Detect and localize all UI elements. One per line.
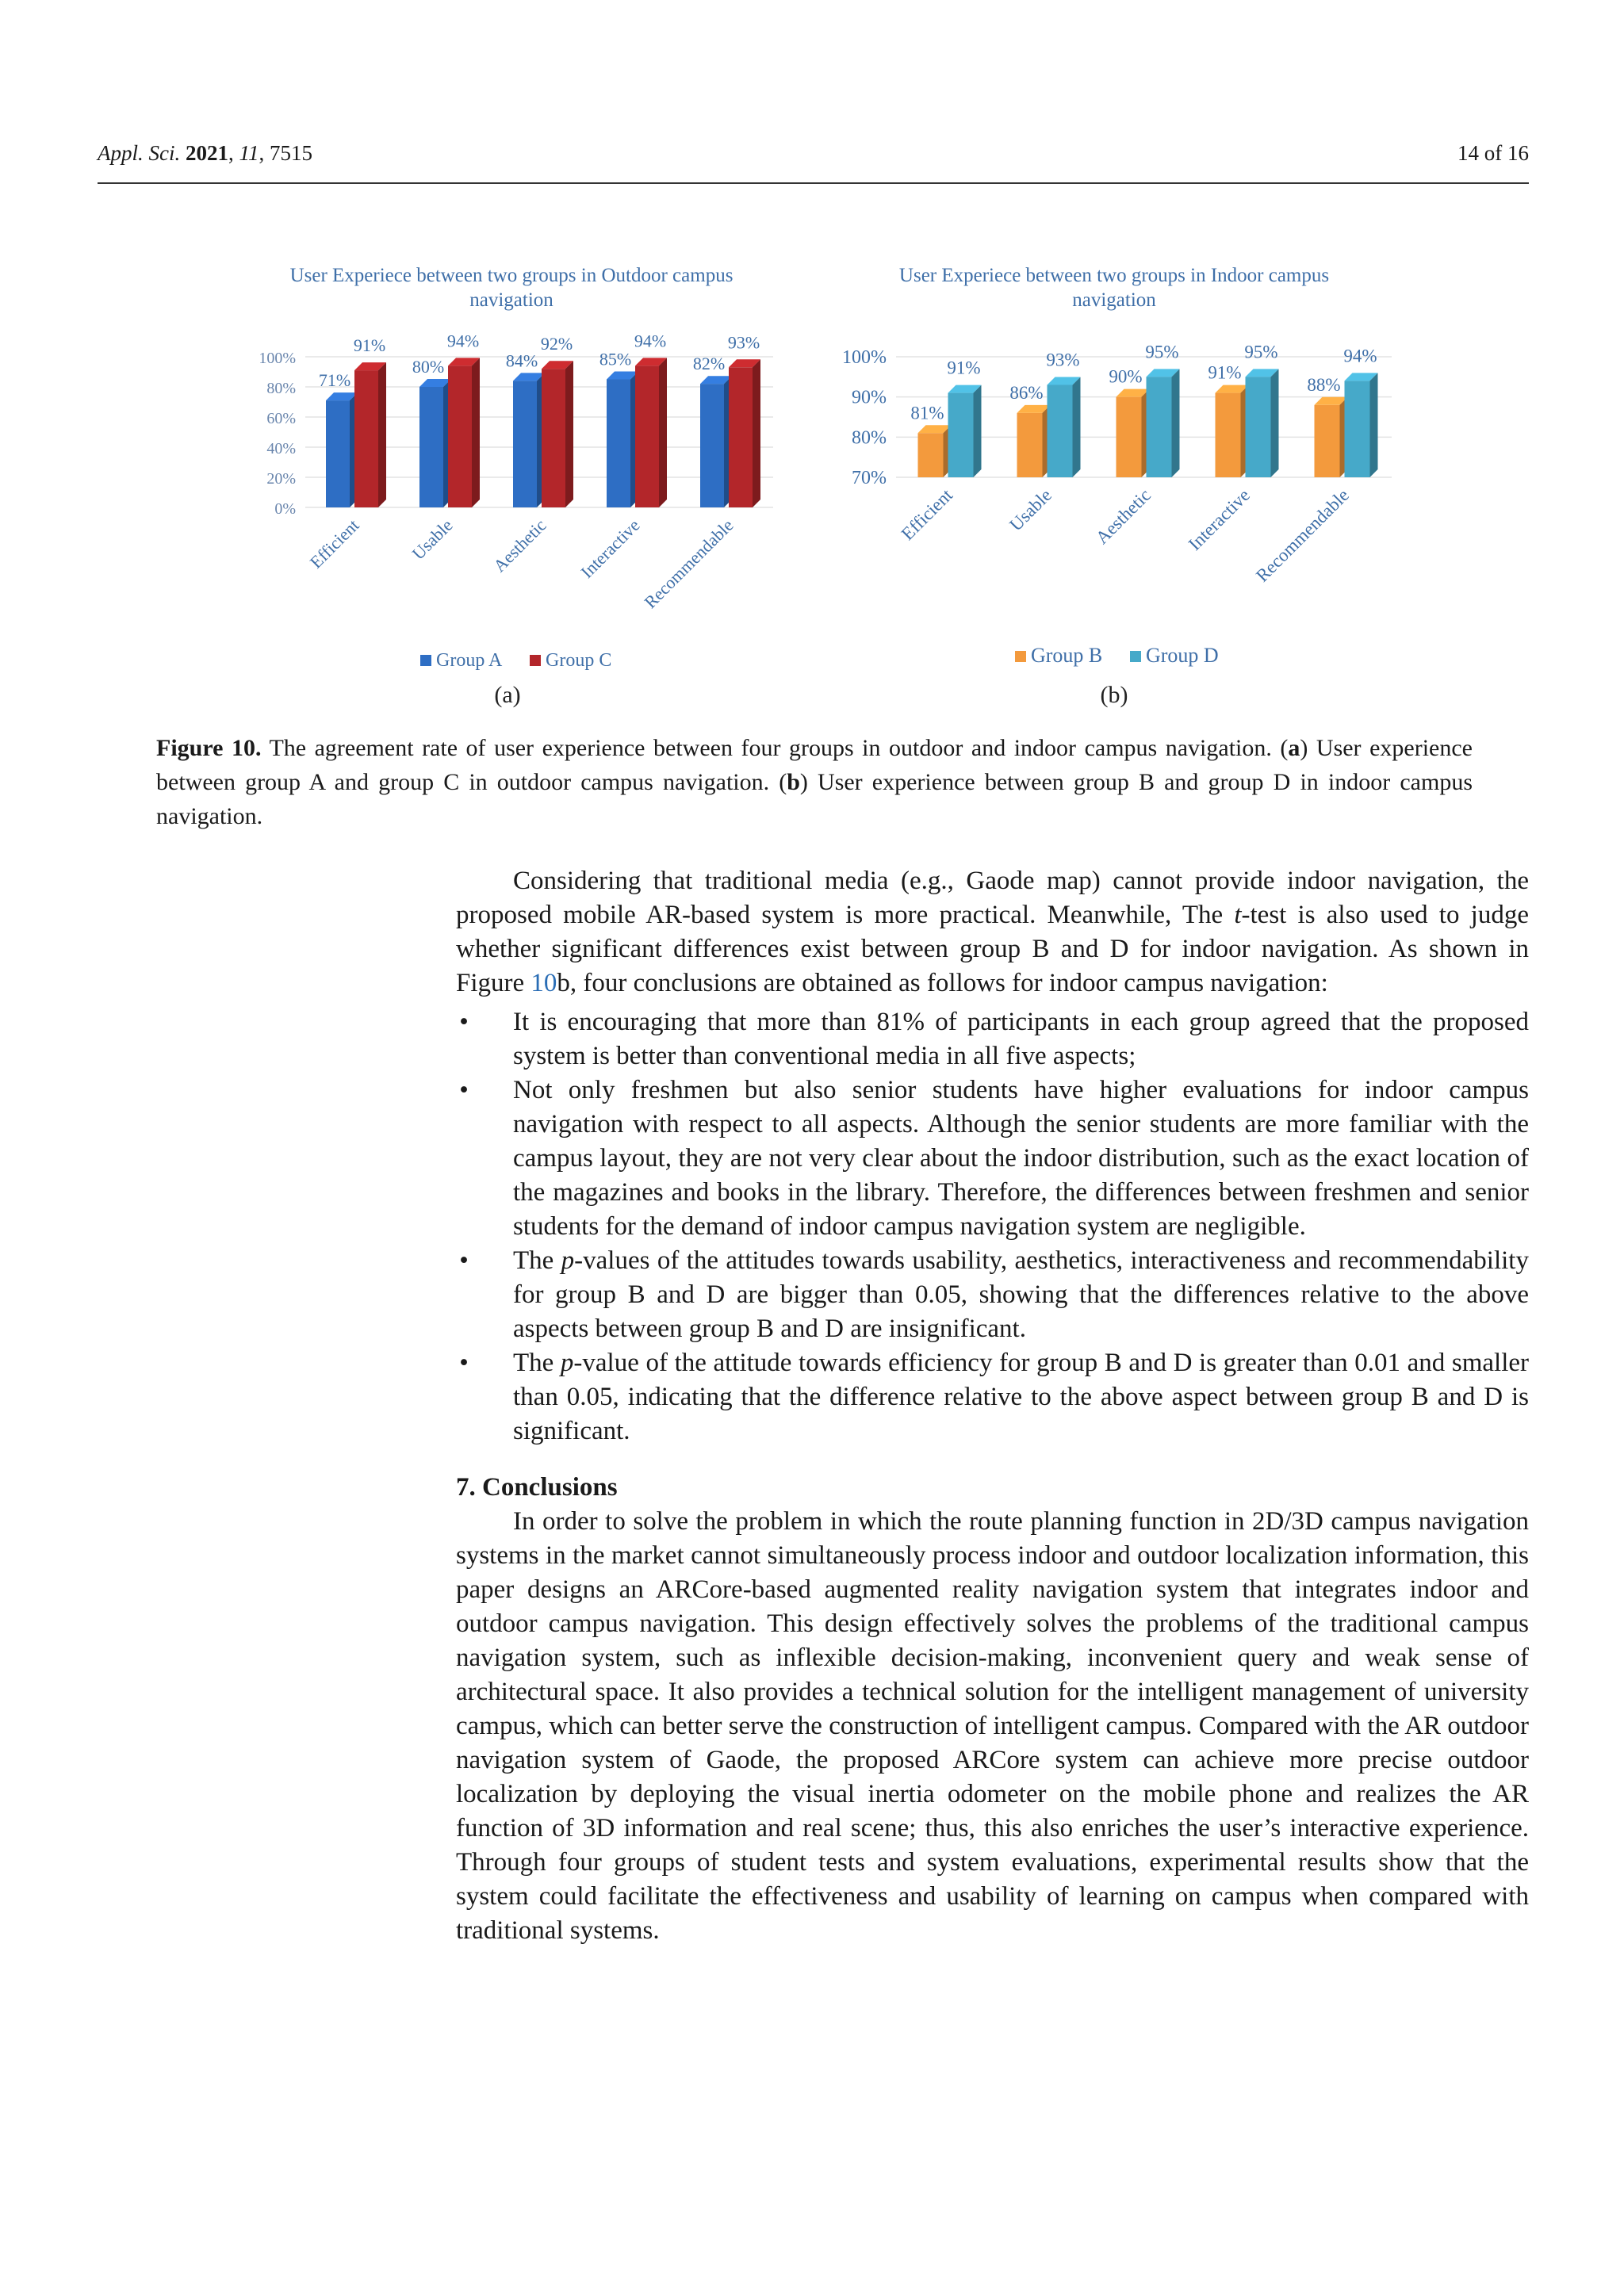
journal-citation: Appl. Sci. 2021, 11, 7515	[98, 141, 312, 165]
data-label: 81%	[910, 403, 944, 423]
bar	[1017, 413, 1043, 477]
x-tick-label: Usable	[408, 515, 457, 564]
bar	[729, 367, 753, 507]
bar	[326, 400, 350, 507]
chart-title	[899, 265, 1329, 311]
data-label: 93%	[1046, 350, 1080, 370]
x-tick-label: Recommendable	[640, 515, 737, 613]
bar	[448, 365, 472, 507]
data-label: 71%	[318, 370, 351, 391]
data-label: 85%	[599, 349, 632, 369]
x-tick-label: Usable	[1005, 484, 1056, 535]
y-tick-label: 80%	[852, 427, 887, 449]
y-tick-label: 20%	[266, 470, 296, 488]
chart-indoor-svg	[821, 258, 1408, 702]
bar	[354, 370, 378, 507]
bar	[635, 365, 659, 507]
legend-label: Group D	[1146, 644, 1219, 667]
bar-side	[659, 358, 667, 507]
data-label: 90%	[1109, 366, 1143, 387]
legend-swatch	[420, 655, 431, 666]
page-header	[98, 141, 1529, 173]
bar-side	[753, 359, 760, 507]
legend-swatch	[1015, 651, 1026, 662]
bar	[513, 381, 537, 507]
data-label: 86%	[1009, 382, 1044, 403]
bar	[607, 380, 630, 508]
chart-title-line: navigation	[469, 289, 553, 311]
bar-side	[1073, 377, 1081, 477]
x-tick-label: Efficient	[897, 484, 957, 545]
data-label: 91%	[947, 358, 981, 378]
y-tick-label: 80%	[266, 380, 296, 397]
y-tick-label: 100%	[842, 347, 887, 368]
bar	[918, 433, 944, 477]
bar	[1315, 405, 1340, 477]
figure-caption: Figure 10. The agreement rate of user experience between four groups in outdoor and indoor campus navigation. (a) User experience between group A and group C in outdoor campus navigation. (b) User experience between group B and group D in indoor campus navigation.	[156, 735, 1473, 829]
bar-side	[1172, 369, 1180, 477]
data-label: 91%	[1208, 362, 1242, 383]
data-label: 84%	[505, 350, 538, 371]
x-tick-label: Efficient	[305, 515, 363, 572]
legend-label: Group B	[1031, 644, 1103, 667]
list-item: • It is encouraging that more than 81% of participants in each group agreed that the proposed system is better than conventional media in all five aspects;	[459, 1008, 1529, 1070]
figure-ref-link[interactable]: 10	[530, 969, 557, 997]
data-label: 88%	[1307, 374, 1341, 395]
header-rule	[98, 182, 1529, 184]
list-item: • Not only freshmen but also senior students have higher evaluations for indoor campus navigation with respect to all aspects. Although the senior students are more familiar with the campus layout, they are not very clear about the indoor distribution, such as the exact location of the magazines and books in the library. Therefore, the differences between freshmen and senior students for the demand of indoor campus navigation system are negligible.	[459, 1076, 1529, 1241]
y-tick-label: 60%	[266, 410, 296, 427]
x-tick-label: Interactive	[576, 515, 644, 583]
data-label: 91%	[353, 335, 386, 356]
y-tick-label: 90%	[852, 387, 887, 408]
chart-title-line: User Experiece between two groups in Outdoor campus	[289, 265, 733, 286]
chart-title-line: navigation	[1072, 289, 1156, 311]
body-text	[456, 864, 1529, 1948]
bar	[1048, 385, 1073, 477]
bar	[700, 384, 724, 507]
bar-side	[974, 385, 982, 477]
y-tick-label: 100%	[259, 350, 296, 367]
bar	[1116, 397, 1142, 477]
legend-swatch	[530, 655, 541, 666]
legend-swatch	[1130, 651, 1141, 662]
x-tick-label: Aesthetic	[489, 515, 550, 576]
bar-side	[1271, 369, 1279, 477]
x-tick-label: Recommendable	[1252, 484, 1354, 586]
section-title: 7. Conclusions	[456, 1473, 618, 1502]
list-item: • The p-values of the attitudes towards usability, aesthetics, interactiveness and recommendability for group B and D are bigger than 0.05, showing that the differences relative to the above aspects between group B and D are insignificant.	[459, 1246, 1529, 1343]
chart-title-line: User Experiece between two groups in Indoor campus	[898, 265, 1330, 286]
chart-title	[290, 265, 733, 311]
conclusion-list	[456, 1005, 1529, 1448]
bar	[1345, 381, 1370, 477]
chart-indoor	[821, 258, 1408, 702]
bar	[542, 369, 565, 507]
x-tick-label: Aesthetic	[1091, 484, 1155, 548]
bar-side	[1370, 373, 1378, 477]
y-tick-label: 70%	[852, 468, 887, 488]
bar-side	[378, 362, 386, 507]
data-label: 94%	[634, 331, 667, 351]
legend-label: Group C	[546, 650, 612, 671]
panel-b-label: (b)	[1100, 682, 1128, 708]
y-tick-label: 40%	[266, 440, 296, 457]
paragraph-conclusion: In order to solve the problem in which the route planning function in 2D/3D campus navigation systems in the market cannot simultaneously process indoor and outdoor localization information, this paper designs an ARCore-based augmented reality navigation system that integrates indoor and outdoor campus navigation. This design effectively solves the problems of the traditional campus navigation system, such as inflexible decision-making, inconvenient query and weak sense of architectural space. It also provides a technical solution for the intelligent management of university campus, which can better serve the construction of intelligent campus. Compared with the AR outdoor navigation system of Gaode, the proposed ARCore system can achieve more precise outdoor localization by deploying the visual inertia odometer on the mobile phone and realizes the AR function of 3D information and real scene; thus, this also enriches the user’s interactive experience. Through four groups of student tests and system evaluations, experimental results show that the system could facilitate the effectiveness and usability of learning on campus when compared with traditional systems.	[456, 1507, 1529, 1945]
data-label: 80%	[412, 357, 445, 377]
bar-side	[565, 361, 573, 507]
list-item: • The p-value of the attitude towards efficiency for group B and D is greater than 0.01 and smaller than 0.05, indicating that the difference relative to the above aspect between group B and D is significant.	[459, 1349, 1529, 1445]
bar	[419, 387, 443, 507]
bar	[1246, 377, 1271, 477]
data-label: 82%	[692, 354, 726, 374]
paragraph-indoor: Considering that traditional media (e.g., Gaode map) cannot provide indoor navigation, the proposed mobile AR-based system is more practical. Meanwhile, The t-test is also used to judge whether significant differences exist between group B and D for indoor navigation. As shown in Figure 10b, four conclusions are obtained as follows for indoor campus navigation:	[456, 867, 1529, 997]
bar	[1147, 377, 1172, 477]
data-label: 95%	[1145, 342, 1179, 362]
legend-label: Group A	[436, 650, 503, 671]
chart-outdoor-svg	[226, 258, 797, 702]
page-number: 14 of 16	[1457, 141, 1529, 165]
bar-side	[472, 358, 480, 507]
y-tick-label: 0%	[274, 500, 296, 518]
data-label: 94%	[446, 331, 480, 351]
bar	[948, 393, 974, 477]
data-label: 92%	[540, 334, 573, 354]
bar	[1216, 393, 1241, 477]
data-label: 93%	[727, 332, 760, 353]
x-tick-label: Interactive	[1184, 484, 1254, 555]
panel-a-label: (a)	[494, 682, 521, 708]
data-label: 94%	[1343, 346, 1377, 366]
data-label: 95%	[1244, 342, 1278, 362]
chart-outdoor	[226, 258, 797, 702]
